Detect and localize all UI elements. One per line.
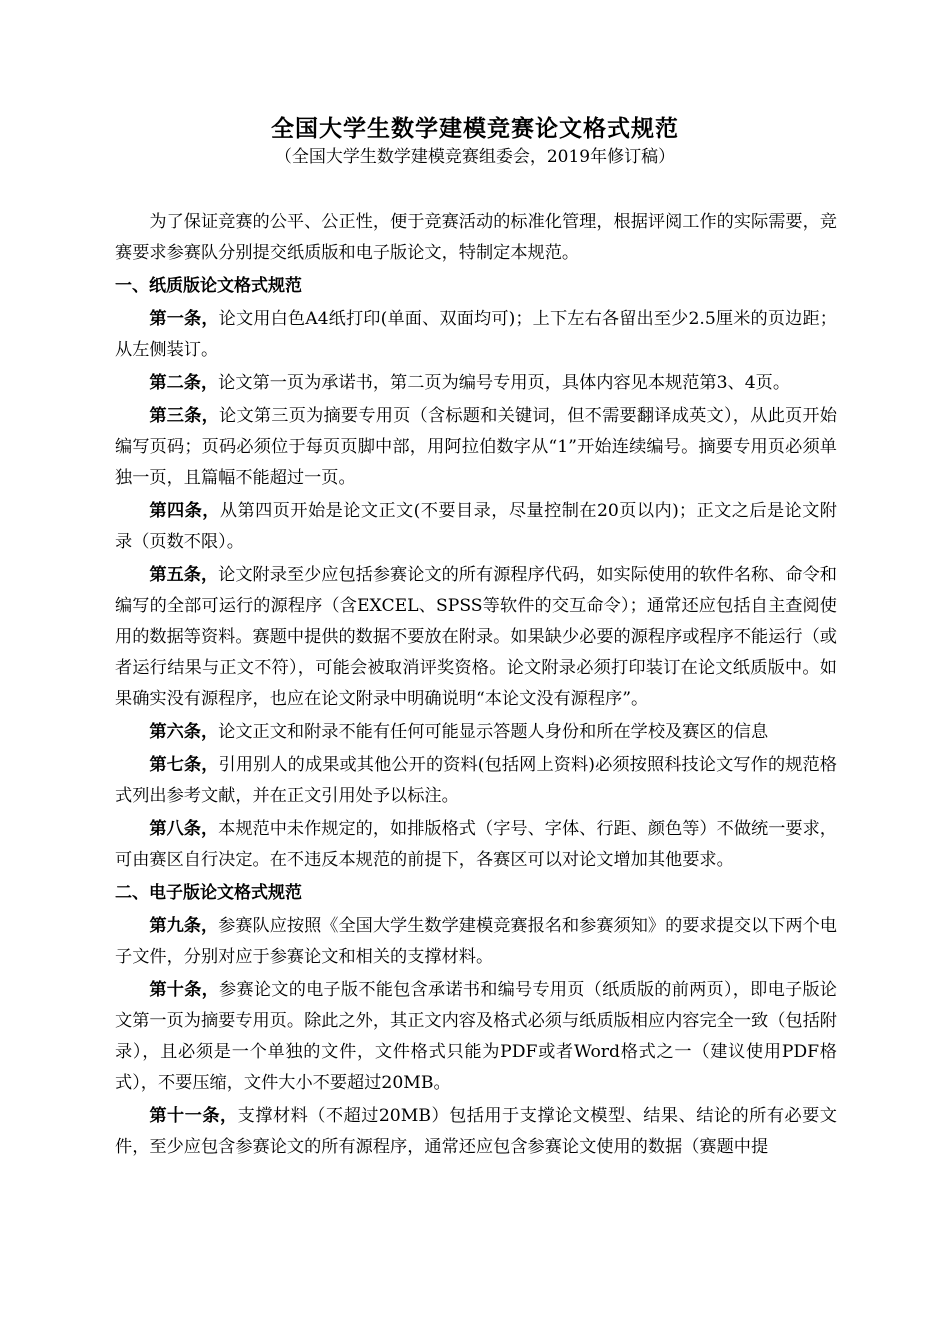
article-label: 第一条，	[149, 309, 219, 329]
article-label: 第五条，	[149, 565, 219, 585]
article-paragraph	[115, 911, 837, 973]
section-heading-paper: 一、纸质版论文格式规范	[115, 276, 302, 296]
article-text: 论文第三页为摘要专用页（含标题和关键词，但不需要翻译成英文），从此页开始编写页码；页码必须位于每页页脚中部，用阿拉伯数字从“1”开始连续编号。摘要专用页必须单独一页，且篇幅不能超过一页。	[115, 406, 837, 488]
article-text: 论文附录至少应包括参赛论文的所有源程序代码，如实际使用的软件名称、命令和编写的全部可运行的源程序（含EXCEL、SPSS等软件的交互命令）；通常还应包括自主查阅使用的数据等资料。赛题中提供的数据不要放在附录。如果缺少必要的源程序或程序不能运行（或者运行结果与正文不符），可能会被取消评奖资格。论文附录必须打印装订在论文纸质版中。如果确实没有源程序，也应在论文附录中明确说明“本论文没有源程序”。	[115, 565, 837, 709]
intro-paragraph: 为了保证竞赛的公平、公正性，便于竞赛活动的标准化管理，根据评阅工作的实际需要，竞赛要求参赛队分别提交纸质版和电子版论文，特制定本规范。	[115, 212, 837, 263]
article-text: 参赛论文的电子版不能包含承诺书和编号专用页（纸质版的前两页），即电子版论文第一页为摘要专用页。除此之外，其正文内容及格式必须与纸质版相应内容完全一致（包括附录），且必须是一个单独的文件，文件格式只能为PDF或者Word格式之一（建议使用PDF格式），不要压缩，文件大小不要超过20MB。	[115, 980, 837, 1093]
article-label: 第十一条，	[149, 1106, 238, 1126]
article-paragraph	[115, 975, 837, 1099]
document-body	[115, 207, 837, 1165]
article-text: 引用别人的成果或其他公开的资料(包括网上资料)必须按照科技论文写作的规范格式列出参考文献，并在正文引用处予以标注。	[115, 755, 837, 806]
article-paragraph	[115, 560, 837, 715]
article-label: 第三条，	[149, 406, 220, 426]
article-label: 第四条，	[149, 501, 220, 521]
page-title: 全国大学生数学建模竞赛论文格式规范	[271, 116, 679, 142]
article-label: 第八条，	[149, 819, 219, 839]
page-subtitle: （全国大学生数学建模竞赛组委会，2019年修订稿）	[274, 147, 676, 167]
article-paragraph	[115, 401, 837, 494]
article-text: 论文第一页为承诺书，第二页为编号专用页，具体内容见本规范第3、4页。	[218, 373, 791, 393]
article-paragraph	[115, 814, 837, 876]
article-label: 第七条，	[149, 755, 219, 775]
article-label: 第十条，	[149, 980, 220, 1000]
article-label: 第九条，	[149, 916, 219, 936]
article-text: 本规范中未作规定的，如排版格式（字号、字体、行距、颜色等）不做统一要求，可由赛区自行决定。在不违反本规范的前提下，各赛区可以对论文增加其他要求。	[115, 819, 837, 870]
article-text: 论文用白色A4纸打印(单面、双面均可)；上下左右各留出至少2.5厘米的页边距；从左侧装订。	[115, 309, 837, 360]
article-paragraph	[115, 304, 837, 366]
article-text: 从第四页开始是论文正文(不要目录，尽量控制在20页以内)；正文之后是论文附录（页数不限）。	[115, 501, 837, 552]
article-paragraph	[115, 750, 837, 812]
article-label: 第二条，	[149, 373, 219, 393]
article-text: 支撑材料（不超过20MB）包括用于支撑论文模型、结果、结论的所有必要文件，至少应包含参赛论文的所有源程序，通常还应包含参赛论文使用的数据（赛题中提	[115, 1106, 837, 1157]
article-text: 论文正文和附录不能有任何可能显示答题人身份和所在学校及赛区的信息	[218, 722, 769, 742]
article-text: 参赛队应按照《全国大学生数学建模竞赛报名和参赛须知》的要求提交以下两个电子文件，分别对应于参赛论文和相关的支撑材料。	[115, 916, 837, 967]
section-heading-electronic: 二、电子版论文格式规范	[115, 883, 302, 903]
article-paragraph	[115, 368, 837, 399]
article-label: 第六条，	[149, 722, 219, 742]
article-paragraph	[115, 496, 837, 558]
article-paragraph	[115, 717, 837, 748]
article-paragraph	[115, 1101, 837, 1163]
